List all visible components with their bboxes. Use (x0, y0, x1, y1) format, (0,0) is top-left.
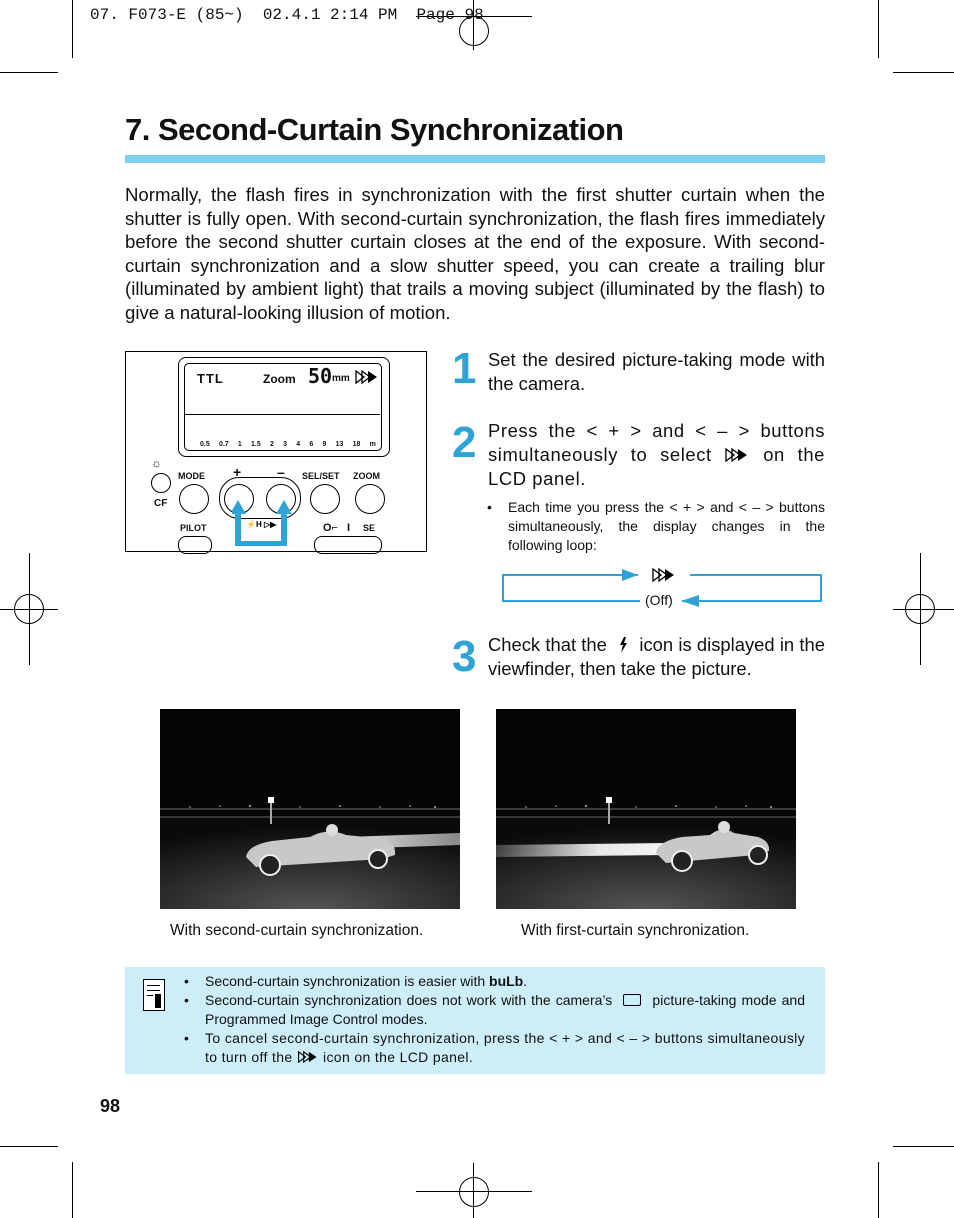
note-3-text-b: > and < (574, 1030, 626, 1046)
se-label: SE (363, 523, 376, 533)
bullet-dot: • (184, 1030, 190, 1046)
crop-mark (878, 1162, 879, 1218)
lcd-scale-label: 1.5 (251, 441, 261, 448)
lcd-scale-label: 2 (269, 441, 274, 448)
zoom-button[interactable] (355, 484, 385, 514)
plus-symbol: + (597, 420, 631, 441)
lcd-scale-label: 18 (352, 441, 361, 448)
second-curtain-icon (297, 1051, 319, 1063)
step-1-text: Set the desired picture-taking mode with the camera. (488, 349, 825, 394)
memo-line (147, 995, 153, 996)
lcd-scale-label: 6 (309, 441, 314, 448)
photo-first-curtain (496, 709, 796, 909)
crop-mark (878, 0, 879, 58)
bullet-dot: • (487, 499, 492, 515)
note-3-text-a: To cancel second-curtain synchronization, press the < (205, 1030, 558, 1046)
bullet-dot: • (184, 992, 189, 1008)
lcd-scale-label: 3 (283, 441, 288, 448)
registration-mark (459, 1177, 489, 1207)
memo-pencil (155, 994, 161, 1008)
crop-mark (893, 1146, 954, 1147)
bullet-text-a: Each time you press the < (508, 499, 678, 515)
lcd-focal-length: 50 (308, 364, 333, 388)
crop-mark (72, 1162, 73, 1218)
pilot-button[interactable] (178, 536, 212, 554)
registration-mark (14, 594, 44, 624)
note-1-text-a: Second-curtain synchronization is easier with (205, 973, 490, 989)
minus-label: – (277, 464, 285, 480)
lcd-scale-label: 1 (237, 441, 242, 448)
zoom-label: ZOOM (353, 471, 380, 481)
press-arrows (232, 498, 292, 546)
step-3-text (488, 633, 825, 681)
lcd-scale-label: 0.7 (218, 441, 229, 448)
mode-label: MODE (178, 471, 205, 481)
note-1-text-c: . (523, 973, 528, 989)
lcd-scale-label: 4 (296, 441, 301, 448)
step-2-text (488, 419, 825, 491)
photo-second-curtain (160, 709, 460, 909)
selset-label: SEL/SET (302, 471, 340, 481)
lcd-divider (184, 414, 380, 415)
step-number: 3 (452, 632, 477, 681)
title-rule (125, 155, 825, 163)
step-2-text-c: > buttons simultaneously to select (488, 420, 825, 465)
lcd-distance-scale (200, 441, 376, 450)
lamp-icon: ☼ (151, 456, 162, 470)
note-3-text-c: > buttons simultaneously to turn off the (205, 1030, 805, 1065)
step-2-text-a: Press the < (488, 420, 598, 441)
step-number: 2 (452, 418, 477, 467)
lcd-ttl: TTL (197, 371, 224, 386)
minus-symbol: – (706, 420, 739, 441)
step-2-text-d: on the LCD panel. (488, 444, 825, 489)
mode-button[interactable] (179, 484, 209, 514)
cf-label: CF (154, 498, 168, 509)
bullet-text-c: > buttons simultaneously, the display changes in the following loop: (508, 499, 825, 553)
crop-mark (0, 1146, 58, 1147)
power-switch[interactable] (314, 536, 382, 554)
note-item-3 (184, 1029, 805, 1067)
minus-symbol: – (746, 499, 766, 515)
step-number: 1 (452, 344, 477, 393)
page-title: 7. Second-Curtain Synchronization (125, 112, 624, 147)
plus-symbol: + (557, 1030, 575, 1046)
power-on-label: I (347, 522, 351, 534)
svg-text:⚡H ▷▶: ⚡H ▷▶ (246, 520, 277, 529)
caption-first-curtain: With first-curtain synchronization. (521, 922, 750, 939)
memo-line (147, 985, 160, 986)
minus-symbol: – (625, 1030, 642, 1046)
lcd-zoom: Zoom (263, 372, 296, 386)
crop-mark (0, 72, 58, 73)
intro-paragraph: Normally, the flash fires in synchronization with the first shutter curtain when the shutter is fully open. With second-curtain synchronization, the flash fires immediately before the second shutter curtain closes at the end of the exposure. With second-curtain synchronization and a slow shutter speed, you can create a trailing blur (illuminated by ambient light) that trails a moving subject (illuminated by the flash) to give a natural-looking illusion of motion. (125, 184, 825, 323)
note-box (125, 967, 825, 1074)
plus-label: + (233, 464, 242, 480)
step-3-text-b: icon is displayed in the viewfinder, then take the picture. (488, 634, 825, 679)
lcd-scale-label: 9 (322, 441, 327, 448)
lcd-unit: mm (332, 373, 350, 384)
second-curtain-icon (355, 370, 379, 389)
memo-line (147, 990, 160, 991)
caption-second-curtain: With second-curtain synchronization. (170, 922, 424, 939)
power-off-icon: O⌐ (323, 522, 338, 534)
lcd-scale-label: 13 (335, 441, 344, 448)
bullet-text-b: > and < (696, 499, 747, 515)
loop-off-label: (Off) (645, 592, 673, 608)
bullet-dot: • (184, 973, 189, 989)
slug-line: 07. F073-E (85~) 02.4.1 2:14 PM Page 98 (90, 6, 484, 24)
plus-symbol: + (677, 499, 697, 515)
lcd-scale-label: 0.5 (200, 441, 210, 448)
pilot-label: PILOT (180, 523, 207, 533)
note-item-1 (184, 972, 805, 991)
full-auto-icon (623, 994, 641, 1006)
page-number: 98 (100, 1096, 121, 1116)
step-3-text-a: Check that the (488, 634, 607, 655)
note-item-2 (184, 991, 805, 1029)
flash-icon (612, 636, 634, 654)
flash-panel-illustration (125, 351, 427, 552)
step-2-text-b: > and < (630, 420, 707, 441)
crop-mark (72, 0, 73, 58)
note-2-text-b: picture-taking mode and Programmed Image Control modes. (205, 992, 805, 1027)
lcd-scale-label: m (369, 441, 376, 448)
second-curtain-icon (724, 448, 750, 462)
note-1-bulb: buLb (489, 973, 524, 989)
registration-mark (905, 594, 935, 624)
cf-button[interactable] (151, 473, 171, 493)
selset-button[interactable] (310, 484, 340, 514)
step-2-bullet (487, 498, 825, 555)
note-3-text-d: icon on the LCD panel. (323, 1049, 474, 1065)
crop-mark (893, 72, 954, 73)
memo-icon (143, 979, 165, 1011)
note-2-text-a: Second-curtain synchronization does not work with the camera’s (205, 992, 613, 1008)
